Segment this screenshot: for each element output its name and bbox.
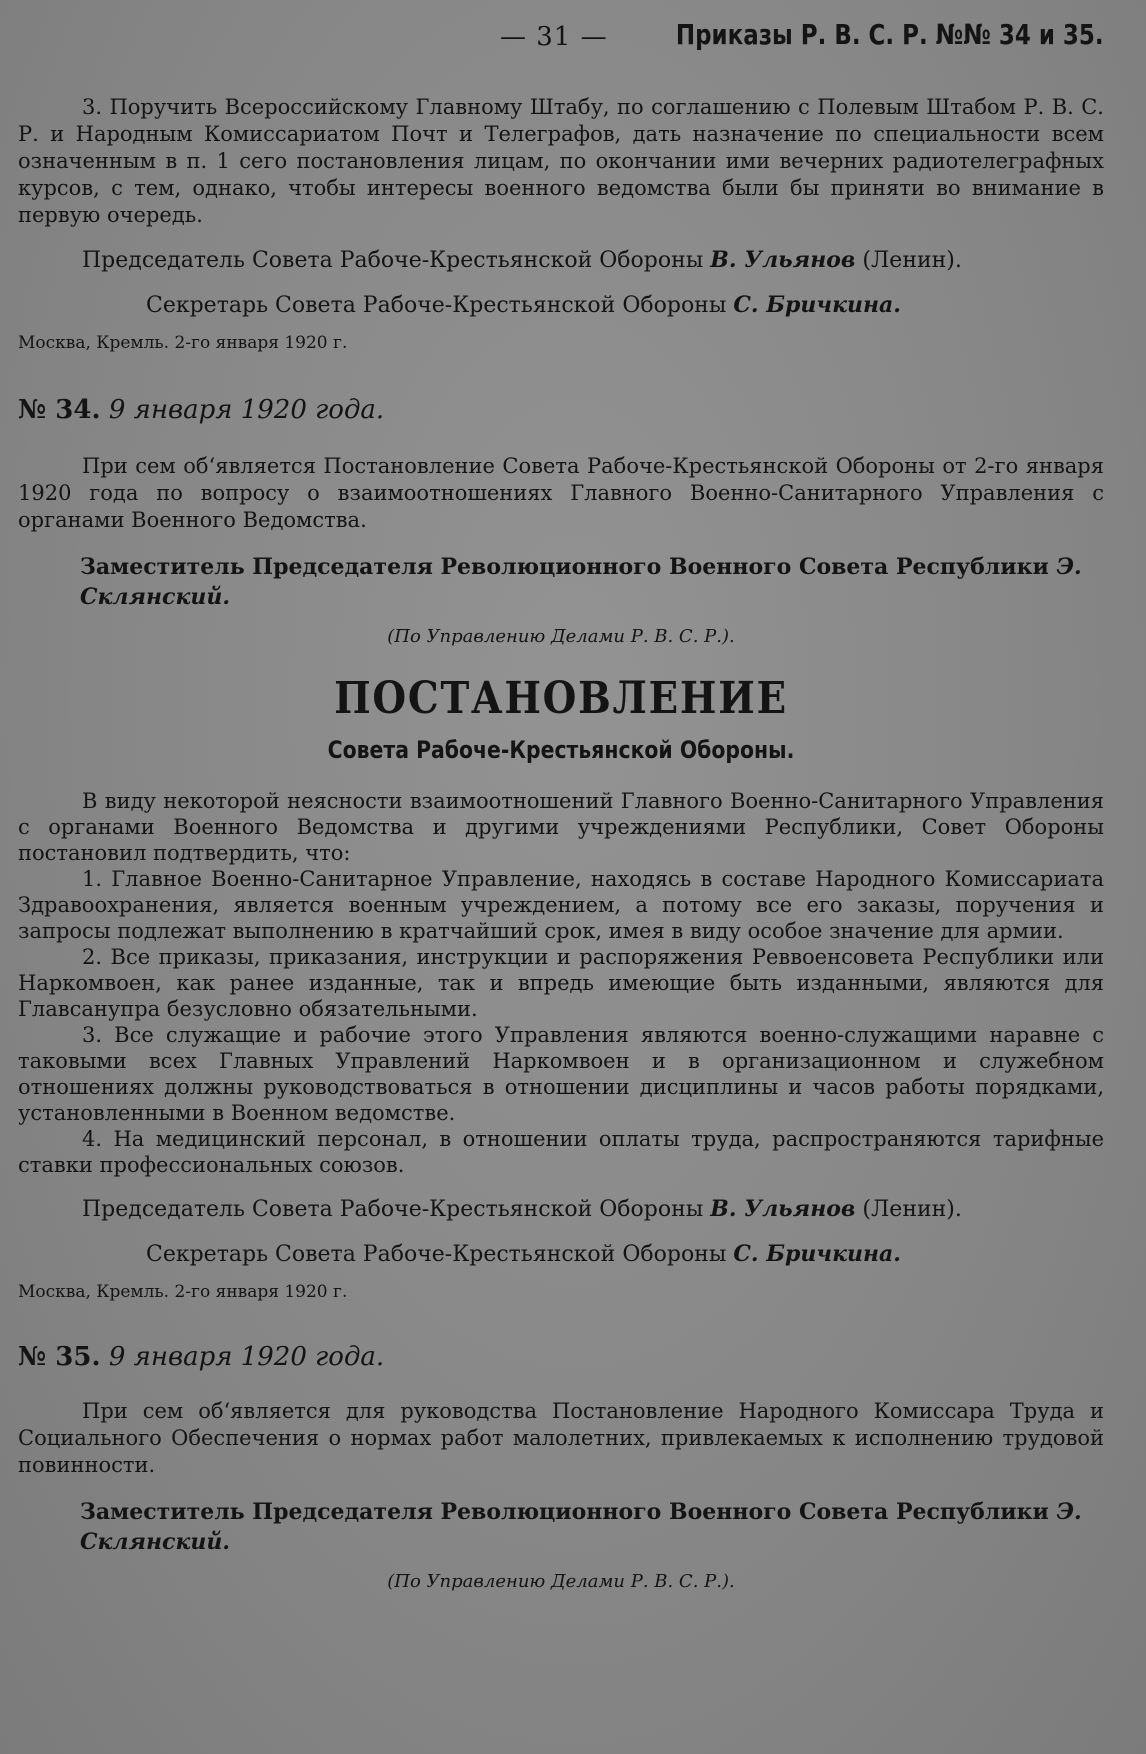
order-35-deputy-signature [18,1497,1104,1557]
order-34-date: 9 января 1920 года. [108,395,385,425]
deputy-label: Заместитель Председателя Революционного Военного Совета Республики [80,554,1049,580]
order-34-text: При сем об‘является Постановление Совета Рабоче-Крестьянской Обороны от 2-го января 1920 года по вопросу о взаимоотношениях Главного Военно-Санитарного Управления с органами Военного Ведомства. [18,454,1104,532]
top-place-date: Москва, Кремль. 2-го января 1920 г. [18,333,348,353]
page-number: — 31 — [500,22,608,52]
chair-alias: (Ленин). [862,248,962,273]
resolution-secretary-signature [18,1239,1104,1270]
order-35-heading [18,1340,1104,1374]
deputy-name: Э. Склянский. [80,554,1082,610]
resolution-item-1: 1. Главное Военно-Санитарное Управление, находясь в составе Народного Комиссариата Здравоохранения, является военным учреждением, а потому все его заказы, поручения и запросы подлежат выполнению в кратчайший срок, имея в виду особое значение для армии. [18,867,1104,943]
resolution-intro: В виду некоторой неясности взаимоотношений Главного Военно-Санитарного Управления с органами Военного Ведомства и другими учреждениями Республики, Совет Обороны постановил подтвердить, что: [18,789,1104,865]
resolution-title: ПОСТАНОВЛЕНИЕ [334,673,788,724]
order-34-deputy-signature [18,552,1104,612]
secretary-label: Секретарь Совета Рабоче-Крестьянской Обороны [146,293,727,318]
deputy-label: Заместитель Председателя Революционного Военного Совета Республики [80,1499,1049,1525]
resolution-item-4: 4. На медицинский персонал, в отношении оплаты труда, распространяются тарифные ставки профессиональных союзов. [18,1127,1104,1177]
resolution-chair-signature [18,1194,1104,1225]
resolution-item-3: 3. Все служащие и рабочие этого Управления являются военно-служащими наравне с таковыми всех Главных Управлений Наркомвоен и в организационном и служебном отношениях должны руководствоваться в отношении дисциплины и часов работы порядками, установленными в Военном ведомстве. [18,1023,1104,1125]
order-35-date: 9 января 1920 года. [108,1342,385,1372]
secretary-name: С. Бричкина. [733,292,901,318]
order-35-department: (По Управлению Делами Р. В. С. Р.). [387,1571,735,1592]
secretary-label: Секретарь Совета Рабоче-Крестьянской Обороны [146,1242,727,1267]
resolution-subtitle: Совета Рабоче-Крестьянской Обороны. [327,736,795,764]
page-header [18,14,1104,60]
order-35-number: № 35. [18,1342,101,1372]
order-35-text: При сем об‘является для руководства Постановление Народного Комиссара Труда и Социального Обеспечения о нормах работ малолетних, привлекаемых к исполнению трудовой повинности. [18,1399,1104,1477]
top-secretary-signature [18,290,1104,321]
orders-reference: Приказы Р. В. С. Р. №№ 34 и 35. [676,18,1104,51]
chair-name: В. Ульянов [710,1196,856,1222]
order-34-department: (По Управлению Делами Р. В. С. Р.). [387,626,735,647]
resolution-place-date: Москва, Кремль. 2-го января 1920 г. [18,1282,348,1302]
chair-name: В. Ульянов [710,247,856,273]
chair-label: Председатель Совета Рабоче-Крестьянской Обороны [82,1197,704,1222]
top-chair-signature [18,245,1104,276]
top-paragraph-3: 3. Поручить Всероссийскому Главному Штабу, по соглашению с Полевым Штабом Р. В. С. Р. и Народным Комиссариатом Почт и Телеграфов, дать назначение по специальности всем означенным в п. 1 сего постановления лицам, по окончании ими вечерних радиотелеграфных курсов, с тем, однако, чтобы интересы военного ведомства были бы приняти во внимание в первую очередь. [18,95,1104,227]
order-34-heading [18,393,1104,427]
order-34-number: № 34. [18,395,101,425]
resolution-item-2: 2. Все приказы, приказания, инструкции и распоряжения Реввоенсовета Республики или Наркомвоен, как ранее изданные, так и впредь имеющие быть изданными, являются для Главсанупра безусловно обязательными. [18,945,1104,1021]
deputy-name: Э. Склянский. [80,1499,1082,1555]
secretary-name: С. Бричкина. [733,1241,901,1267]
chair-alias: (Ленин). [862,1197,962,1222]
chair-label: Председатель Совета Рабоче-Крестьянской Обороны [82,248,704,273]
